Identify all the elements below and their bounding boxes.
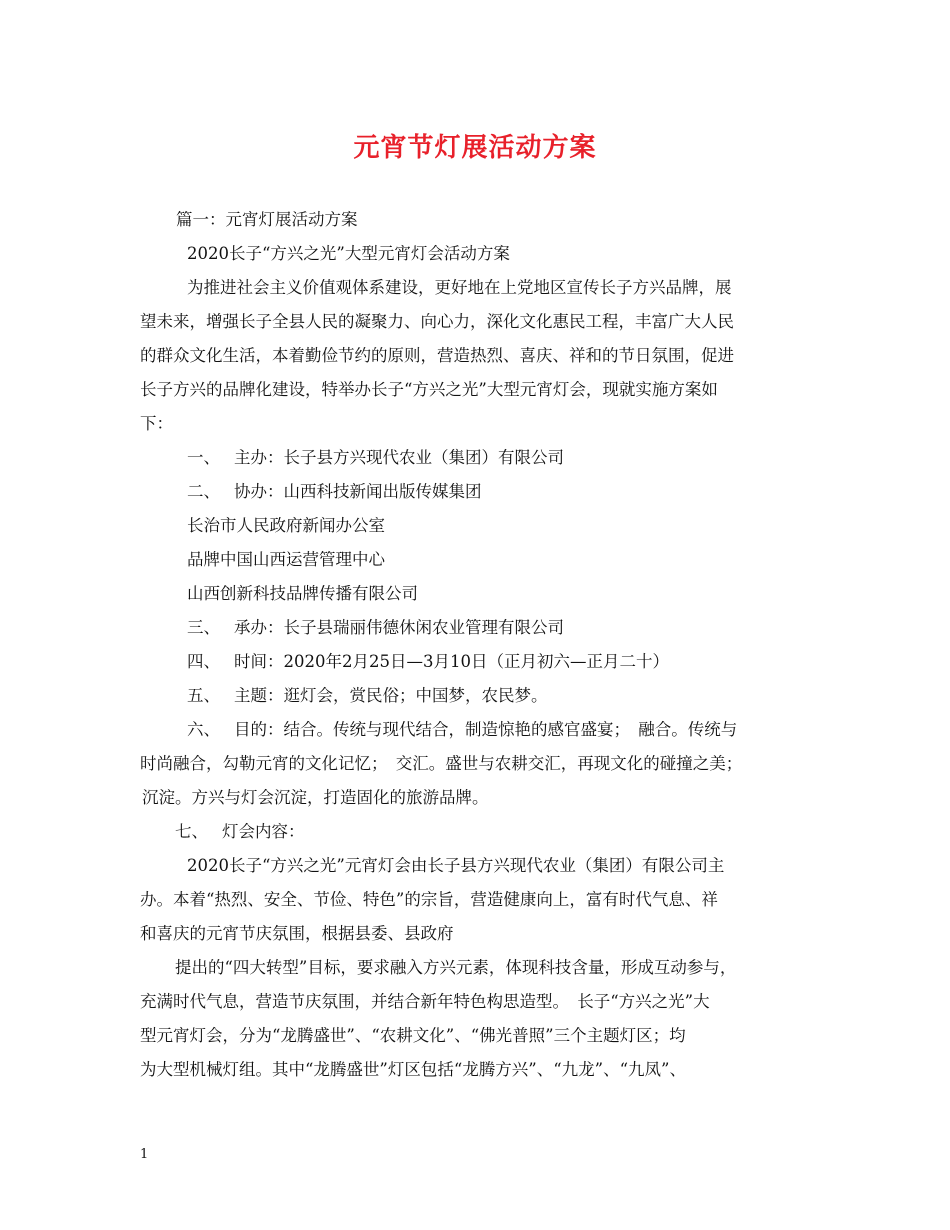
- paragraph-line: 办。本着“热烈、安全、节俭、特色”的宗旨，营造健康向上，富有时代气息、祥: [140, 890, 718, 909]
- paragraph-line: 望未来，增强长子全县人民的凝聚力、向心力，深化文化惠民工程，丰富广大人民: [140, 312, 734, 331]
- paragraph-line: 时尚融合，勾勒元宵的文化记忆； 交汇。盛世与农耕交汇，再现文化的碰撞之美；: [140, 754, 743, 773]
- plan-title-line: 2020长子“方兴之光”大型元宵灯会活动方案: [187, 244, 510, 263]
- section-number: 四、: [187, 652, 220, 671]
- paragraph-line: 型元宵灯会，分为“龙腾盛世”、“农耕文化”、“佛光普照”三个主题灯区；均: [140, 1026, 686, 1045]
- co-organizer-item: 长治市人民政府新闻办公室: [187, 516, 385, 535]
- section-text: 承办：长子县瑞丽伟德休闲农业管理有限公司: [234, 618, 564, 637]
- paragraph-line: 为推进社会主义价值观体系建设，更好地在上党地区宣传长子方兴品牌，展: [187, 278, 732, 297]
- section-time: [140, 645, 815, 679]
- section-text: 时间：2020年2月25日—3月10日（正月初六—正月二十）: [234, 652, 669, 671]
- section-number: 七、: [175, 822, 208, 841]
- paragraph-line: 为大型机械灯组。其中“龙腾盛世”灯区包括“龙腾方兴”、“九龙”、“九凤”、: [140, 1060, 686, 1079]
- section-text: 协办：山西科技新闻出版传媒集团: [234, 482, 482, 501]
- section-number: 五、: [187, 686, 220, 705]
- section-number: 二、: [187, 482, 220, 501]
- paragraph-line: 提出的“四大转型”目标，要求融入方兴元素，体现科技含量，形成互动参与，: [175, 958, 737, 977]
- section-theme: [140, 679, 815, 713]
- section-number: 六、: [187, 720, 220, 739]
- paragraph-line: 2020长子“方兴之光”元宵灯会由长子县方兴现代农业（集团）有限公司主: [187, 856, 725, 875]
- section-purpose: [140, 713, 815, 747]
- paragraph-line: 和喜庆的元宵节庆氛围，根据县委、县政府: [140, 924, 454, 943]
- section-undertaker: [140, 611, 815, 645]
- section-number: 一、: [187, 448, 220, 467]
- co-organizer-item: 山西创新科技品牌传播有限公司: [187, 584, 418, 603]
- section-text: 主办：长子县方兴现代农业（集团）有限公司: [234, 448, 564, 467]
- paragraph-line: 长子方兴的品牌化建设，特举办长子“方兴之光”大型元宵灯会，现就实施方案如: [140, 380, 718, 399]
- co-organizer-item: 品牌中国山西运营管理中心: [187, 550, 385, 569]
- chapter-heading: 篇一：元宵灯展活动方案: [176, 210, 358, 229]
- page-title: 元宵节灯展活动方案: [353, 133, 597, 163]
- section-content: [140, 815, 815, 849]
- section-number: 三、: [187, 618, 220, 637]
- paragraph-line: 沉淀。方兴与灯会沉淀，打造固化的旅游品牌。: [142, 788, 489, 807]
- paragraph-line: 下：: [140, 414, 173, 433]
- paragraph-line: 充满时代气息，营造节庆氛围，并结合新年特色构思造型。 长子“方兴之光”大: [140, 992, 710, 1011]
- section-text: 灯会内容：: [222, 822, 305, 841]
- section-text: 目的：结合。传统与现代结合，制造惊艳的感官盛宴； 融合。传统与: [234, 720, 738, 739]
- section-co-organizer: [140, 475, 815, 509]
- document-body: [140, 203, 815, 1087]
- paragraph-line: 的群众文化生活，本着勤俭节约的原则，营造热烈、喜庆、祥和的节日氛围，促进: [140, 346, 734, 365]
- section-text: 主题：逛灯会，赏民俗；中国梦，农民梦。: [234, 686, 548, 705]
- page-number: 1: [140, 1147, 149, 1162]
- section-organizer: [140, 441, 815, 475]
